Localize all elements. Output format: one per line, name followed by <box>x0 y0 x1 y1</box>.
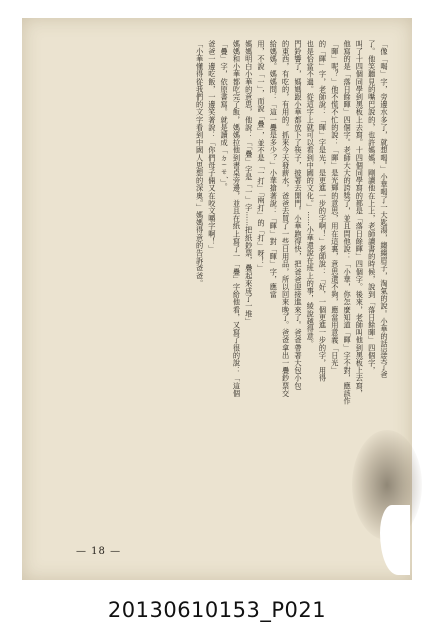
page-number: — 18 — <box>76 546 122 557</box>
text-column: 「像「喝」字，旁邊水多了，就想喝。」小華喝了一大匙湯，縐縐眉子，淘氣的說。小華的話逗笑了爸 <box>380 40 389 379</box>
text-column: 給媽媽。媽媽問：「這一疊是多少？」小華搶著說：「暉」對「暉」字，應當 <box>269 40 279 299</box>
text-column: 用，不說「一」，而說「疊」，並不是「一打」「兩打」的「打」呀！」 <box>257 40 267 273</box>
text-column: 媽媽明白小華的意思，他說：「「疊」字是「一」字……把紙鈔票，疊起來成了一堆」 <box>244 40 254 326</box>
text-column: 「疊」字，依原書寫。就是讀成「ㄉㄧㄝˊ」。 <box>220 40 230 191</box>
text-column: 「小華懂得從我們的文字看到中國人思想的深奧。」媽媽得意的告訴爸爸。 <box>195 40 205 288</box>
text-column: 的東西，有吃的，有用的。抓來今天發薪水，爸爸去買了一些日用品，所以回來晚了。爸爸拿出一疊鈔票交 <box>281 40 291 398</box>
text-column: 門鈴響了，媽媽跟小華都放下了筷子，披著去開門。小華跑得快，把爸爸迎接進來了。爸爸帶著大包小包 <box>293 40 303 390</box>
image-caption: 20130610153_P021 <box>107 598 327 622</box>
text-column: 了。他笑聽見的嘴巴說的，也許媽媽，剛讀他在上上，老師讀書的時候，說到「落日餘暉」四個字， <box>367 40 377 375</box>
text-column: 「暉」呢？」他不慌不忙的說：「暉」是光輝的意思，用在這裏，意思還不夠，應當用意義「日光」 <box>330 40 340 375</box>
text-column: 媽媽和小華都吃完了飯，媽媽拉他到書桌旁邊，並且在紙上寫了一「疊」字給他看，又寫了很的說：「這個 <box>232 40 242 398</box>
vertical-body-text <box>42 40 390 540</box>
text-column: 的「暉」字，老師說：「暉」字是光，是更進一步的字啊！」老師說：「好，一個更進一步的字，用得 <box>318 40 328 382</box>
text-column: 也是恰當不過。從這字上就可以看到中國的文化。」……小華還說在班上的事，綾說越得意。 <box>306 40 316 348</box>
text-column: 叫了十四個同學到黑板上去寫。十四個同學寫的都是「落日餘暉」四個字。後來，老師叫他到黑板上去寫， <box>355 40 365 398</box>
text-column: 他寫的是「落日餘暉」四個字。老師大大的誇獎了，並且問他說：「小華，你怎麼知道「暉」字不對，應該作 <box>343 40 353 405</box>
text-column: 爸爸一邊吃飯，一邊笑著說：「你們母子倆又在咬文嚼字啊！」 <box>207 40 217 253</box>
